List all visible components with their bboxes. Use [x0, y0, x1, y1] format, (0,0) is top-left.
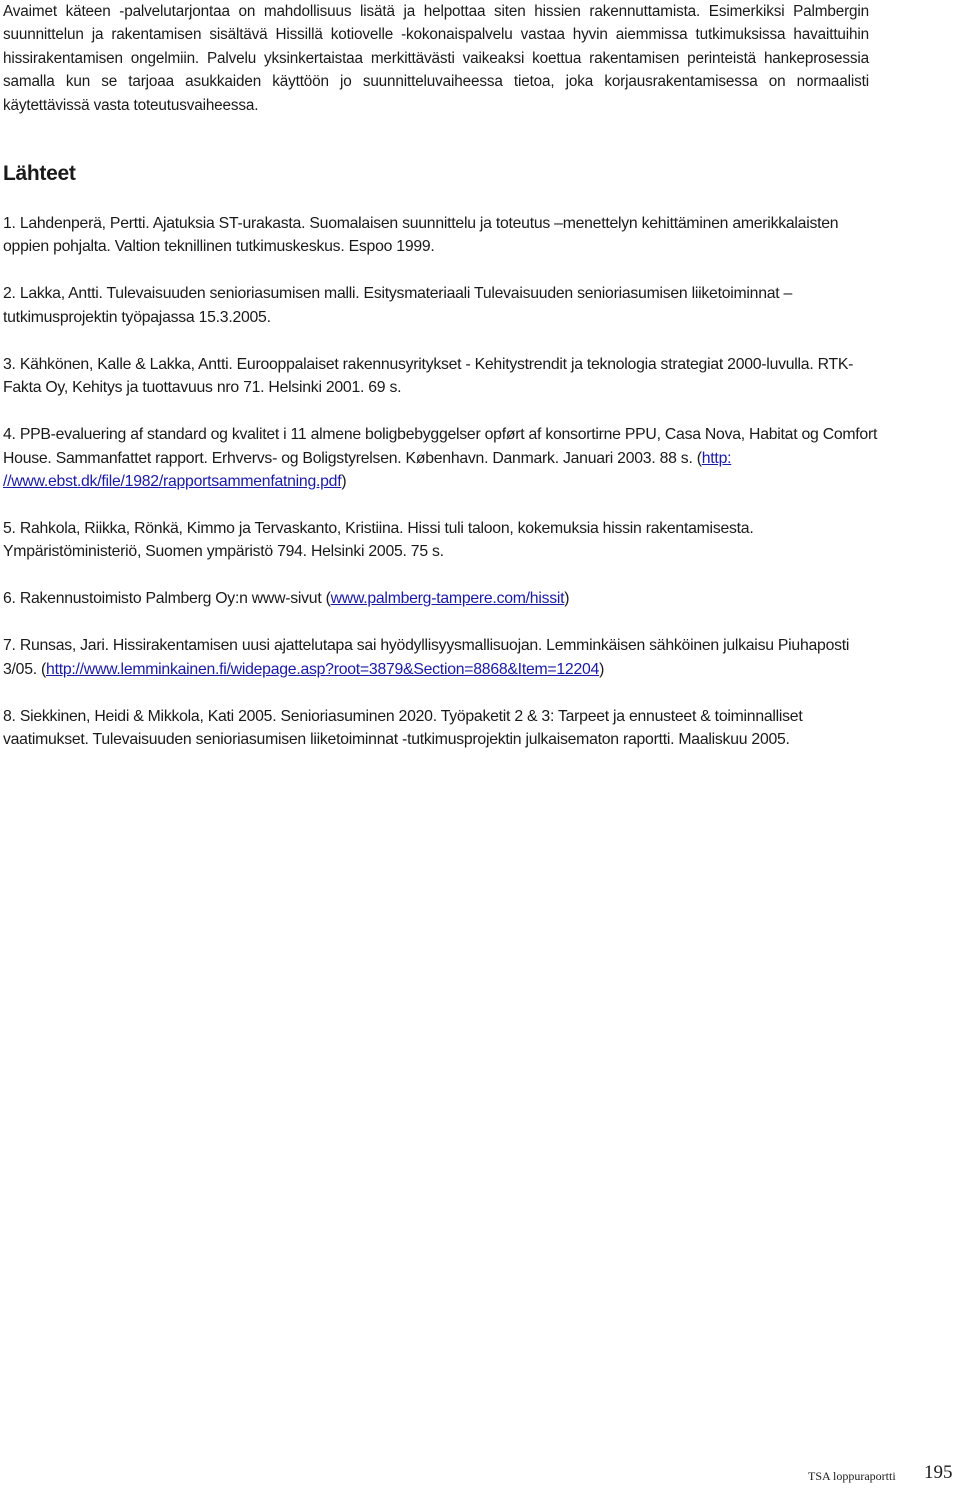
reference-text: 5. Rahkola, Riikka, Rönkä, Kimmo ja Tervaskanto, Kristiina. Hissi tuli taloon, kokemuksia hissin rakentamisesta. Ympäristöministeriö, Suomen ympäristö 794. Helsinki 2005. 75 s. — [3, 520, 754, 561]
reference-text: 4. PPB-evaluering af standard og kvalitet i 11 almene boligbebyggelser opført af konsortirne PPU, Casa Nova, Habitat og Comfort House. Sammanfattet rapport. Erhvervs- og Boligstyrelsen. København. Danmark. Januari 2003. 88 s. ( — [3, 426, 878, 467]
reference-text: 2. Lakka, Antti. Tulevaisuuden senioriasumisen malli. Esitysmateriaali Tulevaisuuden senioriasumisen liiketoiminnat –tutkimusprojektin työpajassa 15.3.2005. — [3, 285, 793, 326]
intro-paragraph: Avaimet käteen -palvelutarjontaa on mahdollisuus lisätä ja helpottaa siten hissien rakennuttamista. Esimerkiksi Palmbergin suunnittelun ja rakentamisen sisältävä Hissillä kotiovelle -kokonaispalvelu vastaa hyvin aiemmissa tutkimuksissa havaittuihin hissirakentamisen ongelmiin. Palvelu yksinkertaistaa merkittävästi vaikeaksi koettua rakentamisen perinteistä hankeprosessia samalla kun se tarjoaa asukkaiden käyttöön jo suunnitteluvaiheessa tietoa, joka korjausrakentamisessa on normaalisti käytettävissä vasta toteutusvaiheessa. — [3, 3, 869, 114]
reference-text: 7. Runsas, Jari. Hissirakentamisen uusi ajattelutapa sai hyödyllisyysmallisuojan. Lemminkäisen sähköinen julkaisu Piuhaposti 3/05. ( — [3, 637, 850, 678]
reference-6 — [3, 587, 883, 610]
page-number: 195 — [924, 1462, 953, 1483]
reference-4 — [3, 423, 883, 493]
footer-report-label: TSA loppuraportti — [808, 1469, 896, 1483]
reference-link[interactable]: http: //www.ebst.dk/file/1982/rapportsammenfatning.pdf — [3, 449, 732, 491]
reference-2 — [3, 282, 883, 329]
reference-text-after: ) — [564, 590, 570, 608]
reference-text: 6. Rakennustoimisto Palmberg Oy:n www-sivut ( — [3, 590, 331, 608]
reference-3 — [3, 353, 883, 400]
reference-1 — [3, 212, 883, 259]
reference-link[interactable]: www.palmberg-tampere.com/hissit — [330, 590, 565, 608]
reference-5 — [3, 517, 883, 564]
reference-text-after: ) — [599, 660, 605, 678]
reference-link[interactable]: http://www.lemminkainen.fi/widepage.asp?root=3879&Section=8868&Item=12204 — [46, 660, 600, 678]
reference-text: 3. Kähkönen, Kalle & Lakka, Antti. Eurooppalaiset rakennusyritykset - Kehitystrendit ja teknologia strategiat 2000-luvulla. RTK-Fakta Oy, Kehitys ja tuottavuus nro 71. Helsinki 2001. 69 s. — [3, 355, 854, 397]
reference-7 — [3, 634, 883, 681]
reference-text: 8. Siekkinen, Heidi & Mikkola, Kati 2005. Senioriasuminen 2020. Työpaketit 2 & 3: Tarpeet ja ennusteet & toiminnalliset vaatimukset. Tulevaisuuden senioriasumisen liiketoiminnat -tutkimusprojektin julkaisematon raportti. Maaliskuu 2005. — [3, 707, 803, 749]
reference-text-after: ) — [341, 473, 347, 491]
reference-list — [3, 212, 883, 775]
section-heading-sources: Lähteet — [3, 162, 76, 185]
reference-8 — [3, 705, 883, 752]
reference-text: 1. Lahdenperä, Pertti. Ajatuksia ST-urakasta. Suomalaisen suunnittelu ja toteutus –menettelyn kehittäminen amerikkalaisten oppien pohjalta. Valtion teknillinen tutkimuskeskus. Espoo 1999. — [3, 215, 839, 256]
